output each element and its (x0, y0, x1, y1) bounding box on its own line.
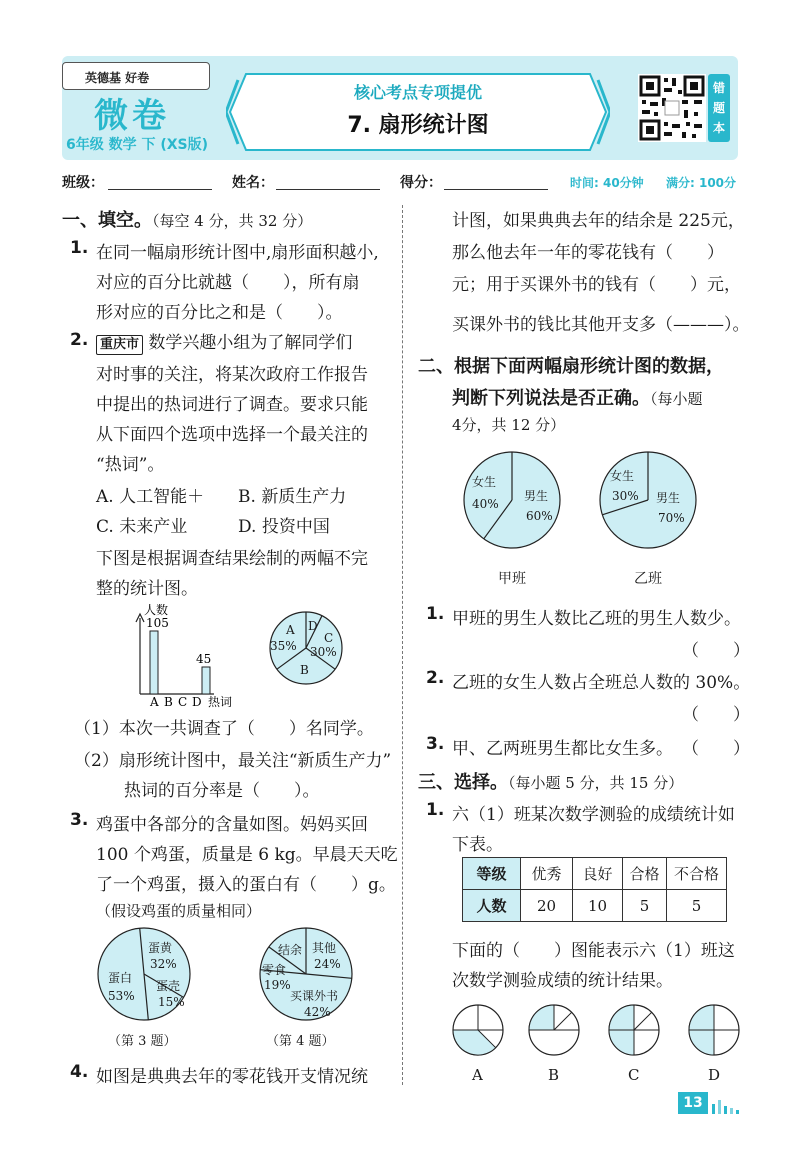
option-text: 人工智能＋ (119, 487, 205, 507)
s3-q1-number: 1. (426, 800, 445, 820)
name-label: 姓名： (232, 175, 274, 191)
pie-slice (609, 1005, 634, 1055)
option-a-pie[interactable] (450, 1002, 506, 1058)
option-d-label: D (708, 1066, 721, 1084)
option-key: C. (96, 517, 114, 537)
egg-pie-chart (94, 924, 194, 1024)
yi-boy-label: 男生 (656, 491, 681, 505)
tick-c: C (178, 695, 188, 708)
q3-line: 100 个鸡蛋，质量是 6 kg。早晨天天吃 (96, 845, 398, 865)
table-header-cell: 良好 (573, 858, 623, 890)
q1-line: 在同一幅扇形统计图中,扇形面积越小, (96, 243, 379, 263)
q3-line: （假设鸡蛋的质量相同） (96, 902, 262, 920)
s2-q2-blank[interactable]: （ ） (682, 705, 750, 725)
option-text: 未来产业 (119, 517, 188, 537)
q2-sub2: 热词的百分率是（ ）。 (124, 781, 320, 801)
jia-caption: 甲班 (498, 571, 526, 587)
table-row (463, 890, 727, 922)
section2-title: 二、根据下面两幅扇形统计图的数据， (418, 356, 724, 377)
brand-text: 英德基 好卷 (85, 71, 150, 85)
score-table (462, 857, 727, 922)
s3-after-line: 次数学测验成绩的统计结果。 (452, 971, 673, 991)
section2-note2: 4分，共 12 分） (452, 416, 566, 434)
egg-shell-value: 15% (158, 995, 185, 1009)
q2-option-a (96, 482, 204, 507)
hotword-pie-chart (266, 608, 346, 688)
bars-decoration-icon (712, 1096, 742, 1114)
tick-d: D (192, 695, 202, 708)
bar-d-value: 45 (196, 652, 212, 666)
option-c-pie[interactable] (606, 1002, 662, 1058)
jia-girl-value: 40% (472, 497, 499, 511)
bar-ylabel: 人数 (144, 604, 169, 617)
column-divider (402, 205, 403, 1085)
q2-desc: 整的统计图。 (96, 579, 198, 599)
bar-d (202, 667, 210, 694)
fig4-caption: （第 4 题） (266, 1034, 335, 1049)
option-b-pie[interactable] (526, 1002, 582, 1058)
section1-heading (62, 206, 312, 232)
yi-boy-value: 70% (658, 511, 685, 525)
q2-first-line (96, 328, 352, 355)
pie-value-c: 30% (310, 645, 337, 659)
s2-q3-blank[interactable]: （ ） (682, 739, 750, 759)
s2-q3-text: 甲、乙两班男生都比女生多。 (452, 739, 673, 759)
q4-cont-line: 那么他去年一年的零花钱有（ ） (452, 243, 724, 263)
s2-q2-text: 乙班的女生人数占全班总人数的 30%。 (452, 673, 751, 693)
score-field[interactable] (444, 189, 548, 190)
other-value: 24% (314, 957, 341, 971)
jia-boy-label: 男生 (524, 489, 549, 503)
section2-note: （每小题 (650, 390, 703, 408)
table-header-cell: 不合格 (667, 858, 727, 890)
pie-slice (689, 1005, 714, 1055)
tick-b: B (164, 695, 173, 708)
q1-number: 1. (70, 238, 89, 258)
class-yi-pie (596, 448, 700, 552)
option-key: B. (238, 487, 256, 507)
s3-q1-line: 六（1）班某次数学测验的成绩统计如 (452, 805, 735, 825)
table-cell: 5 (667, 890, 727, 922)
yi-caption: 乙班 (634, 571, 662, 587)
brand-logo (62, 62, 210, 90)
option-key: D. (238, 517, 257, 537)
pie-label-a: A (286, 623, 295, 637)
option-text: 投资中国 (261, 517, 330, 537)
q3-number: 3. (70, 810, 89, 830)
bar-xlabel: 热词 (208, 695, 233, 708)
table-cell: 20 (521, 890, 573, 922)
q1-line: 形对应的百分比之和是（ ）。 (96, 303, 343, 323)
pie-value-a: 35% (270, 639, 297, 653)
q4-line: 如图是典典去年的零花钱开支情况统 (96, 1067, 368, 1087)
pie-label-c: C (324, 631, 334, 645)
section3-title: 三、选择。 (418, 772, 508, 793)
q2-number: 2. (70, 330, 89, 350)
name-field[interactable] (276, 189, 380, 190)
score-label: 得分： (400, 175, 442, 191)
allowance-pie-chart (256, 924, 356, 1024)
s2-q1-number: 1. (426, 604, 445, 624)
table-header-cell: 等级 (463, 858, 521, 890)
pie-label-b: B (300, 663, 309, 677)
qr-code-icon[interactable] (638, 74, 706, 142)
q2-option-d (238, 512, 330, 537)
class-label: 班级： (62, 175, 104, 191)
full-score: 满分: 100分 (666, 176, 737, 190)
egg-white-label: 蛋白 (108, 971, 133, 985)
q2-first-text: 数学兴趣小组为了解同学们 (148, 333, 353, 353)
bar-a-value: 105 (146, 616, 169, 630)
option-a-label: A (472, 1066, 483, 1084)
s2-q1-blank[interactable]: （ ） (682, 641, 750, 661)
region-tag: 重庆市 (96, 335, 143, 355)
books-value: 42% (304, 1005, 331, 1019)
s2-q3-number: 3. (426, 734, 445, 754)
egg-yolk-value: 32% (150, 957, 177, 971)
egg-shell-label: 蛋壳 (156, 979, 181, 993)
table-header-cell: 合格 (623, 858, 667, 890)
subtitle: 核心考点专项提优 (353, 83, 482, 102)
egg-yolk-label: 蛋黄 (148, 941, 173, 955)
q2-line: “热词”。 (96, 455, 165, 475)
s2-q1-text: 甲班的男生人数比乙班的男生人数少。 (452, 609, 741, 629)
class-jia-pie (460, 448, 564, 552)
option-b-label: B (548, 1066, 560, 1084)
tick-a: A (150, 695, 159, 708)
s3-q1-line: 下表。 (452, 835, 503, 855)
q2-option-b (238, 482, 346, 507)
section3-heading (418, 768, 683, 794)
option-key: A. (96, 487, 114, 507)
fig3-caption: （第 3 题） (108, 1034, 177, 1049)
table-row-label: 人数 (463, 890, 521, 922)
option-d-pie[interactable] (686, 1002, 742, 1058)
table-header-cell: 优秀 (521, 858, 573, 890)
table-row (463, 858, 727, 890)
q2-line: 对时事的关注，将某次政府工作报告 (96, 365, 368, 385)
q1-line: 对应的百分比就越（ ），所有扇 (96, 273, 360, 293)
jia-girl-label: 女生 (472, 475, 497, 489)
table-cell: 5 (623, 890, 667, 922)
q2-option-c (96, 512, 187, 537)
q2-desc: 下图是根据调查结果绘制的两幅不完 (96, 549, 368, 569)
section1-note: （每空 4 分，共 32 分） (152, 212, 313, 230)
s3-after-line: 下面的（ ）图能表示六（1）班这 (452, 941, 735, 961)
grade-label: 6年级 数学 下 (XS版) (66, 137, 209, 153)
table-cell: 10 (573, 890, 623, 922)
section3-note: （每小题 5 分，共 15 分） (508, 774, 684, 792)
q4-cont-line: 元；用于买课外书的钱有（ ）元， (452, 275, 741, 295)
q4-cont-line: 买课外书的钱比其他开支多（———）。 (452, 315, 750, 335)
class-field[interactable] (108, 189, 212, 190)
bar-a (150, 631, 158, 694)
hotword-bar-chart (124, 604, 264, 708)
page-number: 13 (678, 1092, 708, 1114)
section1-title: 一、填空。 (62, 210, 152, 231)
s2-q2-number: 2. (426, 668, 445, 688)
error-book-badge: 错题本 (708, 74, 730, 142)
series-title: 微卷 (94, 96, 170, 136)
jia-boy-value: 60% (526, 509, 553, 523)
yi-girl-label: 女生 (610, 469, 635, 483)
section2-title-line2 (452, 384, 703, 410)
q4-number: 4. (70, 1062, 89, 1082)
page-title: 7. 扇形统计图 (347, 113, 489, 138)
q2-line: 中提出的热词进行了调查。要求只能 (96, 395, 368, 415)
savings-label: 结余 (278, 943, 303, 957)
other-label: 其他 (312, 941, 337, 955)
snacks-label: 零食 (262, 963, 287, 977)
egg-white-value: 53% (108, 989, 135, 1003)
q4-cont-line: 计图，如果典典去年的结余是 225元， (452, 211, 745, 231)
q3-line: 了一个鸡蛋，摄入的蛋白有（ ）g。 (96, 875, 396, 895)
time-limit: 时间: 40分钟 (570, 176, 644, 190)
option-text: 新质生产力 (261, 487, 347, 507)
books-label: 买课外书 (290, 989, 339, 1003)
snacks-value: 19% (264, 978, 291, 992)
yi-girl-value: 30% (612, 489, 639, 503)
q2-line: 从下面四个选项中选择一个最关注的 (96, 425, 368, 445)
option-c-label: C (628, 1066, 640, 1084)
section2-title-cont: 判断下列说法是否正确。 (452, 388, 650, 409)
pie-label-d: D (308, 619, 318, 633)
q2-sub1: （1）本次一共调查了（ ）名同学。 (74, 719, 374, 739)
q3-line: 鸡蛋中各部分的含量如图。妈妈买回 (96, 815, 368, 835)
pie-slice (529, 1005, 554, 1030)
q2-sub2: （2）扇形统计图中，最关注“新质生产力” (74, 751, 392, 771)
